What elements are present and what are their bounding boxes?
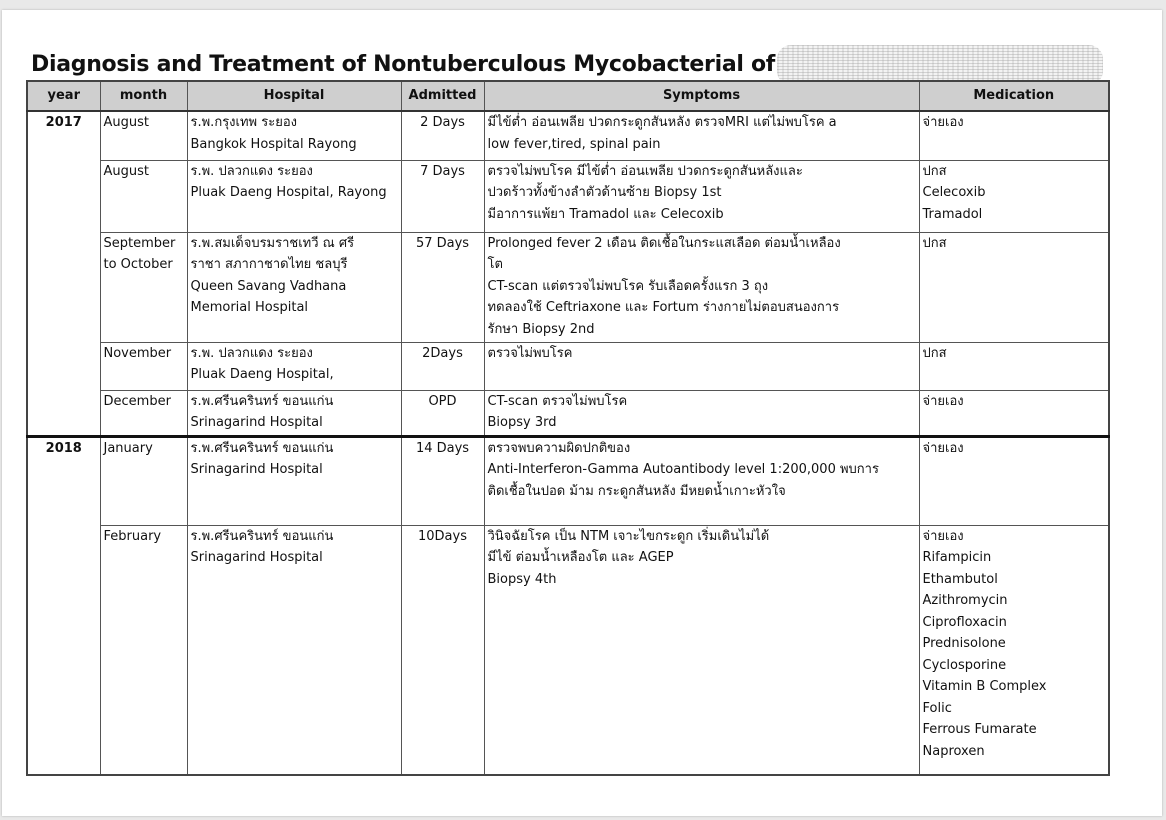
symptoms-cell-line: ตรวจไม่พบโรค มีไข้ต่ำ อ่อนเพลีย ปวดกระดูกสันหลังและ — [487, 163, 803, 179]
medication-cell-line: จ่ายเอง — [922, 528, 964, 544]
symptoms-cell — [484, 160, 919, 232]
symptoms-cell-line: ทดลองใช้ Ceftriaxone และ Fortum ร่างกายไม่ตอบสนองการ — [487, 300, 840, 315]
medication-cell-line: จ่ายเอง — [922, 115, 964, 130]
admitted-cell: 10Days — [401, 525, 484, 775]
table-row — [27, 342, 1109, 390]
hospital-cell — [187, 342, 401, 390]
month-cell-line: February — [103, 528, 162, 544]
hospital-cell-line: ร.พ.กรุงเทพ ระยอง — [190, 115, 297, 130]
medication-cell-line: Ethambutol — [922, 571, 998, 587]
hospital-cell — [187, 160, 401, 232]
hospital-cell-line: Bangkok Hospital Rayong — [190, 136, 357, 152]
table-header-row — [27, 81, 1109, 111]
month-cell — [100, 390, 187, 436]
title-row — [31, 46, 1103, 82]
symptoms-cell-line: Prolonged fever 2 เดือน ติดเชื้อในกระแสเลือด ต่อมน้ำเหลือง — [487, 235, 841, 251]
symptoms-cell-line: CT-scan ตรวจไม่พบโรค — [487, 393, 628, 409]
medication-cell-line: Ciprofloxacin — [922, 614, 1007, 630]
hospital-cell-line: ร.พ.ศรีนครินทร์ ขอนแก่น — [190, 440, 334, 456]
admitted-cell: 2Days — [401, 342, 484, 390]
hospital-cell-line: ร.พ. ปลวกแดง ระยอง — [190, 163, 313, 179]
medication-cell-line: จ่ายเอง — [922, 440, 964, 456]
symptoms-cell-line: Biopsy 3rd — [487, 415, 557, 430]
hospital-cell-line: ร.พ.ศรีนครินทร์ ขอนแก่น — [190, 528, 334, 544]
medication-cell-line: Naproxen — [922, 743, 985, 759]
table-row — [27, 390, 1109, 436]
medication-cell-line: Rifampicin — [922, 550, 992, 565]
symptoms-cell — [484, 436, 919, 525]
hospital-cell-line: Memorial Hospital — [190, 300, 309, 315]
medication-cell-line: Cyclosporine — [922, 657, 1007, 673]
admitted-cell: 7 Days — [401, 160, 484, 232]
symptoms-cell-line: มีอาการแพ้ยา Tramadol และ Celecoxib — [487, 206, 724, 222]
hospital-cell-line: Srinagarind Hospital — [190, 415, 323, 430]
symptoms-cell — [484, 111, 919, 160]
hospital-cell-line: Pluak Daeng Hospital, Rayong — [190, 185, 387, 200]
month-cell — [100, 525, 187, 775]
symptoms-cell-line: Biopsy 4th — [487, 571, 557, 587]
hospital-cell-line: Srinagarind Hospital — [190, 462, 323, 477]
symptoms-cell-line: วินิจฉัยโรค เป็น NTM เจาะไขกระดูก เริ่มเดินไม่ได้ — [487, 528, 770, 544]
month-cell — [100, 342, 187, 390]
medication-cell — [919, 160, 1109, 232]
table-row — [27, 436, 1109, 525]
month-cell — [100, 232, 187, 342]
hospital-cell — [187, 436, 401, 525]
medication-cell-line: Tramadol — [922, 206, 983, 222]
hospital-cell-line: Queen Savang Vadhana — [190, 278, 347, 294]
hospital-cell — [187, 525, 401, 775]
header-hospital: Hospital — [187, 81, 401, 111]
month-cell — [100, 160, 187, 232]
medication-cell-line: Celecoxib — [922, 185, 986, 200]
symptoms-cell-line: low fever,tired, spinal pain — [487, 136, 661, 152]
header-medication: Medication — [919, 81, 1109, 111]
treatment-table — [26, 80, 1110, 776]
medication-cell — [919, 525, 1109, 775]
header-year: year — [27, 81, 100, 111]
header-month: month — [100, 81, 187, 111]
medication-cell — [919, 390, 1109, 436]
month-cell — [100, 436, 187, 525]
medication-cell — [919, 436, 1109, 525]
medication-cell — [919, 232, 1109, 342]
table-row — [27, 111, 1109, 160]
admitted-cell: 14 Days — [401, 436, 484, 525]
symptoms-cell-line: ตรวจไม่พบโรค — [487, 345, 573, 361]
hospital-cell — [187, 232, 401, 342]
month-cell-line: August — [103, 115, 149, 130]
admitted-cell: OPD — [401, 390, 484, 436]
symptoms-cell-line: มีไข้ ต่อมน้ำเหลืองโต และ AGEP — [487, 550, 674, 565]
medication-cell-line: Ferrous Fumarate — [922, 722, 1037, 737]
symptoms-cell-line: ตรวจพบความผิดปกติของ — [487, 440, 631, 456]
medication-cell-line: ปกส — [922, 345, 947, 361]
medication-cell — [919, 111, 1109, 160]
document-title: Diagnosis and Treatment of Nontuberculous Mycobacterial of — [31, 51, 776, 77]
table-row — [27, 232, 1109, 342]
admitted-cell: 2 Days — [401, 111, 484, 160]
medication-cell-line: Vitamin B Complex — [922, 679, 1047, 694]
table-row — [27, 160, 1109, 232]
redacted-name-blur — [777, 45, 1103, 85]
hospital-cell — [187, 390, 401, 436]
month-cell-line: November — [103, 345, 172, 361]
month-cell-line: to October — [103, 257, 173, 272]
symptoms-cell — [484, 525, 919, 775]
month-cell-line: December — [103, 393, 171, 409]
medication-cell — [919, 342, 1109, 390]
symptoms-cell-line: Anti-Interferon-Gamma Autoantibody level 1:200,000 พบการ — [487, 462, 879, 477]
month-cell — [100, 111, 187, 160]
medication-cell-line: Azithromycin — [922, 593, 1008, 608]
medication-cell-line: ปกส — [922, 235, 947, 251]
symptoms-cell-line: รักษา Biopsy 2nd — [487, 321, 595, 337]
symptoms-cell-line: CT-scan แต่ตรวจไม่พบโรค รับเลือดครั้งแรก 3 ถุง — [487, 278, 769, 294]
medication-cell-line: Folic — [922, 700, 952, 716]
hospital-cell-line: ร.พ. ปลวกแดง ระยอง — [190, 345, 313, 361]
symptoms-cell-line: มีไข้ต่ำ อ่อนเพลีย ปวดกระดูกสันหลัง ตรวจMRI แต่ไม่พบโรค a — [487, 115, 837, 130]
medication-cell-line: Prednisolone — [922, 636, 1006, 651]
month-cell-line: August — [103, 163, 149, 179]
year-cell: 2017 — [27, 111, 100, 436]
month-cell-line: January — [103, 440, 153, 456]
hospital-cell — [187, 111, 401, 160]
header-symptoms: Symptoms — [484, 81, 919, 111]
symptoms-cell — [484, 232, 919, 342]
symptoms-cell-line: ติดเชื้อในปอด ม้าม กระดูกสันหลัง มีหยดน้ำเกาะหัวใจ — [487, 483, 786, 499]
hospital-cell-line: ราชา สภากาชาดไทย ชลบุรี — [190, 257, 348, 272]
symptoms-cell — [484, 390, 919, 436]
medication-cell-line: จ่ายเอง — [922, 393, 964, 409]
symptoms-cell-line: โต — [487, 257, 503, 272]
month-cell-line: September — [103, 235, 176, 251]
header-admitted: Admitted — [401, 81, 484, 111]
hospital-cell-line: ร.พ.สมเด็จบรมราชเทวี ณ ศรี — [190, 235, 355, 251]
year-cell: 2018 — [27, 436, 100, 775]
hospital-cell-line: ร.พ.ศรีนครินทร์ ขอนแก่น — [190, 393, 334, 409]
admitted-cell: 57 Days — [401, 232, 484, 342]
symptoms-cell — [484, 342, 919, 390]
hospital-cell-line: Srinagarind Hospital — [190, 550, 323, 565]
hospital-cell-line: Pluak Daeng Hospital, — [190, 367, 334, 382]
symptoms-cell-line: ปวดร้าวทั้งข้างลำตัวด้านซ้าย Biopsy 1st — [487, 185, 722, 200]
medication-cell-line: ปกส — [922, 163, 947, 179]
table-row — [27, 525, 1109, 775]
